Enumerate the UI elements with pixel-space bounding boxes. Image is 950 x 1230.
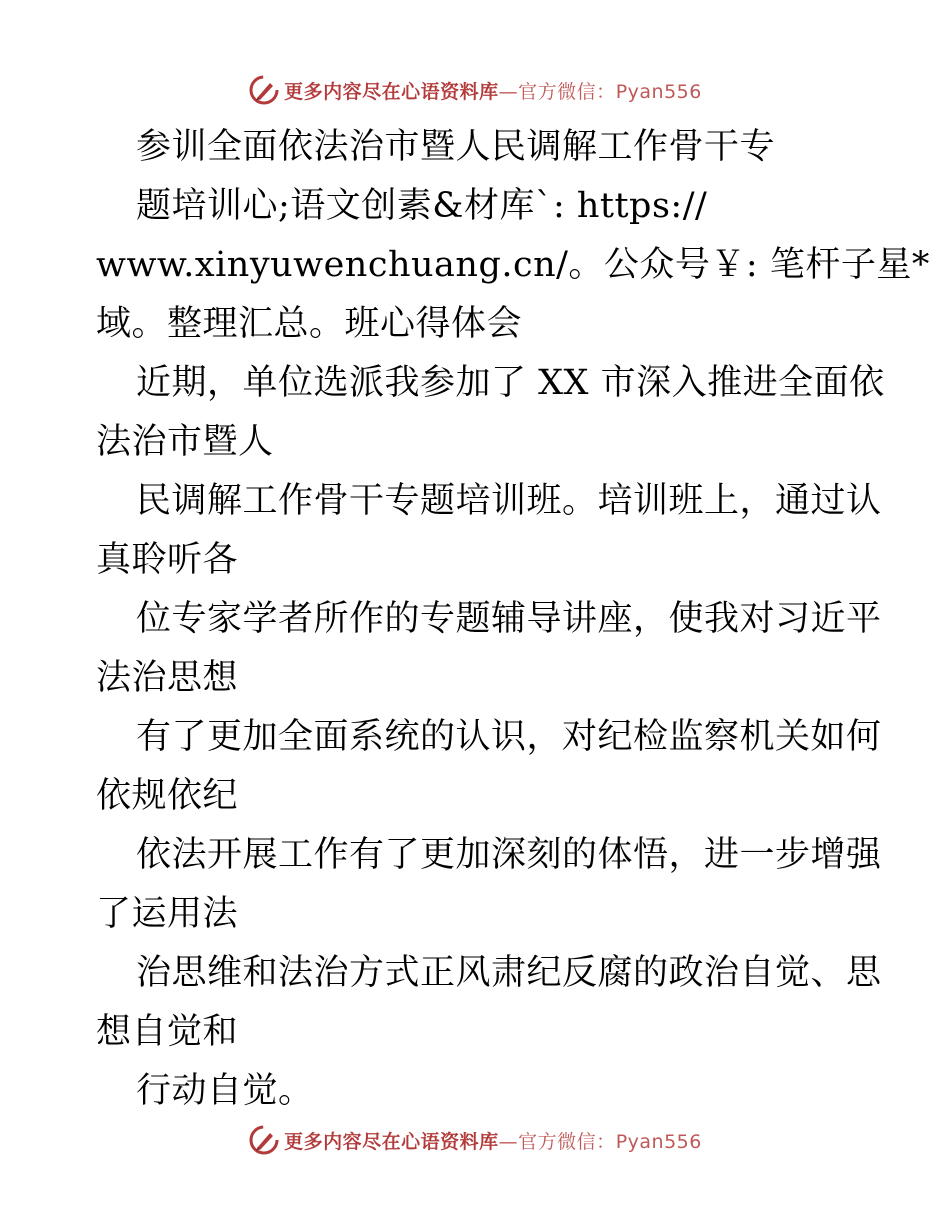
text-line: 题培训心;语文创素&材库`: https:// — [136, 186, 708, 226]
text-line: 域。整理汇总。班心得体会 — [96, 304, 523, 344]
text-line: 想自觉和 — [96, 1012, 239, 1052]
text-line: 法治市暨人 — [96, 422, 274, 462]
footer-watermark-banner — [0, 1120, 950, 1160]
text-line: 近期，单位选派我参加了 XX 市深入推进全面依 — [136, 363, 885, 403]
text-line: 真聆听各 — [96, 540, 239, 580]
text-line: 法治思想 — [96, 658, 239, 698]
watermark-text: 更多内容尽在心语资料库—官方微信：Pyan556 — [284, 80, 702, 103]
watermark-text: 更多内容尽在心语资料库—官方微信：Pyan556 — [284, 1130, 702, 1153]
pen-logo-icon — [248, 74, 280, 106]
text-line: 位专家学者所作的专题辅导讲座，使我对习近平 — [136, 599, 882, 639]
text-line: 治思维和法治方式正风肃纪反腐的政治自觉、思 — [136, 953, 882, 993]
text-line: 了运用法 — [96, 894, 239, 934]
text-line: 依规依纪 — [96, 776, 239, 816]
text-line: 依法开展工作有了更加深刻的体悟，进一步增强 — [136, 835, 882, 875]
text-line: 行动自觉。 — [136, 1071, 314, 1111]
text-line: 民调解工作骨干专题培训班。培训班上，通过认 — [136, 481, 882, 521]
pen-logo-icon — [248, 1124, 280, 1156]
header-watermark-banner — [0, 70, 950, 110]
text-line: 有了更加全面系统的认识，对纪检监察机关如何 — [136, 717, 882, 757]
document-body — [96, 118, 930, 1121]
text-line: www.xinyuwenchuang.cn/。公众号￥: 笔杆子星* — [96, 245, 930, 285]
text-line: 参训全面依法治市暨人民调解工作骨干专 — [136, 127, 776, 167]
